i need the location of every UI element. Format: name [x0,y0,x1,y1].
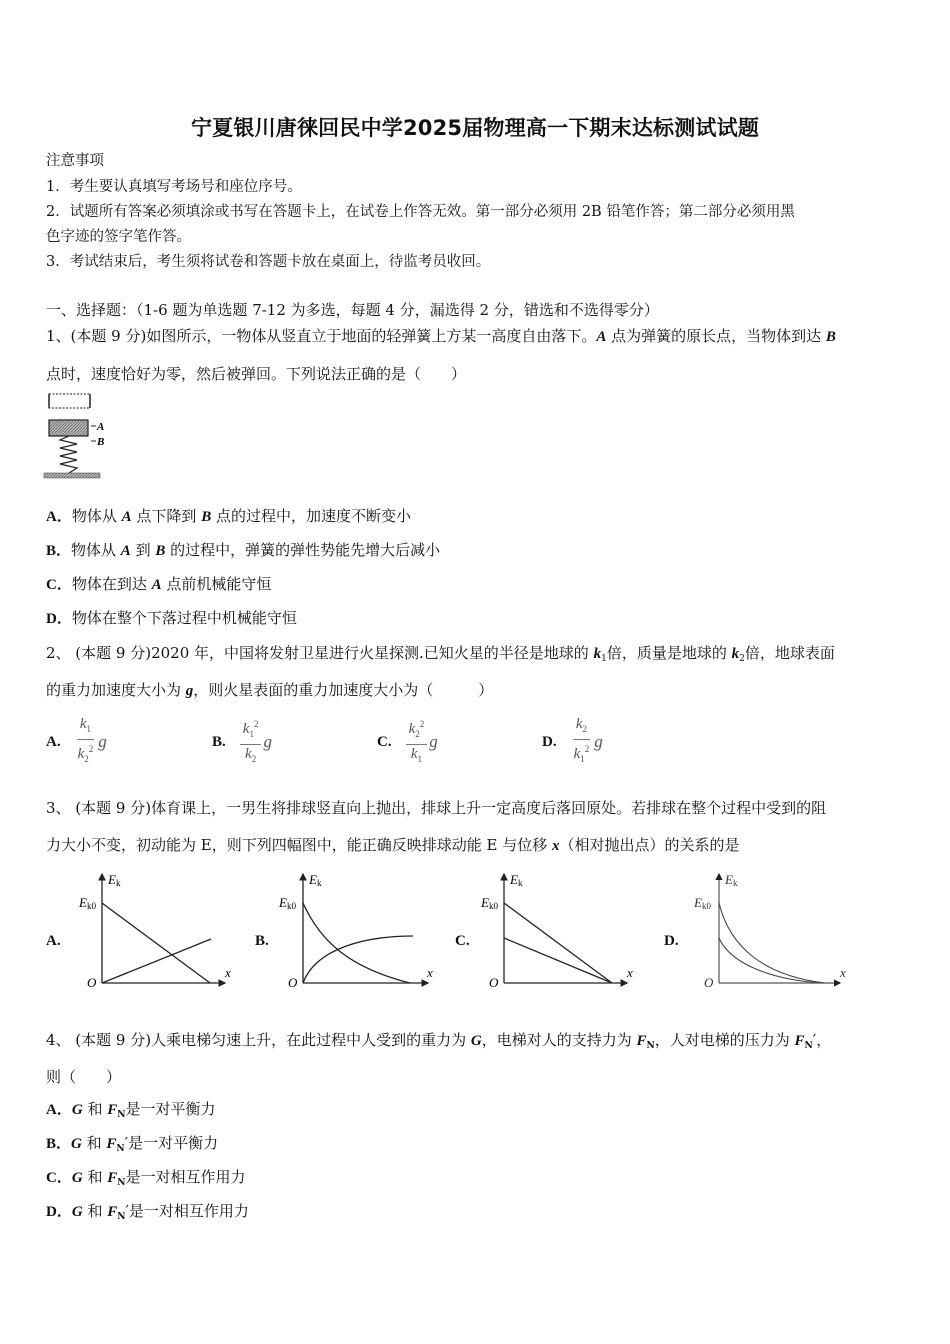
option-label: A. [46,734,61,750]
spring-icon [60,436,77,473]
option-label: A． [46,509,72,525]
subscript: N [117,1178,126,1188]
curve-falling [102,903,210,983]
q3-var-x: x [551,838,560,854]
option-text: 的过程中，弹簧的弹性势能先增大后减小 [165,541,441,559]
q2-option-c[interactable] [377,716,438,768]
option-label: D. [542,734,557,750]
option-var: F [106,1136,117,1152]
svg-text:Ek: Ek [309,872,322,888]
q3-stem-line1: 3、 (本题 9 分)体育课上，一男生将排球竖直向上抛出，排球上升一定高度后落回原处。若排球在整个过程中受到的阻 [46,799,827,817]
svg-text:O: O [87,975,97,990]
q3-text: 力大小不变，初动能为 E，则下列四幅图中，能正确反映排球动能 E 与位移 [46,836,552,854]
q2-stem-line2 [46,680,493,701]
spring-figure [40,388,130,483]
q3-graph-c[interactable] [477,868,647,993]
curve-downward [719,938,823,983]
q2-text: 2、 (本题 9 分)2020 年，中国将发射卫星进行火星探测.已知火星的半径是地球的 [46,644,594,662]
q4-stem-line2: 则（ ） [46,1068,122,1086]
q2-stem-line1 [46,643,835,669]
q2-option-a[interactable] [46,716,107,768]
subscript: N [804,1041,813,1051]
notice-item-2: 2．试题所有答案必须填涂或书写在答题卡上，在试卷上作答无效。第一部分必须用 2B 铅笔作答；第二部分必须用黑 [46,204,795,220]
svg-text:Ek: Ek [108,872,121,888]
option-text: 物体从 [71,541,121,559]
q3-text: （相对抛出点）的关系的是 [559,836,740,854]
curve-downward [504,938,612,983]
option-label: C. [377,734,392,750]
subscript: 2 [739,654,745,664]
block [49,420,88,436]
q2-text: 的重力加速度大小为 [46,681,186,699]
svg-text:x: x [225,965,231,980]
var-g: g [263,732,272,751]
q1-option-c[interactable] [46,574,271,595]
option-text: 和 [82,1168,108,1186]
option-var: B [201,509,212,525]
subscript: N [117,1110,126,1120]
option-text: 是一对相互作用力 [128,1202,249,1220]
q4-text: ，电梯对人的支持力为 [481,1031,637,1049]
option-text: 是一对相互作用力 [125,1168,246,1186]
q4-option-d[interactable] [46,1201,249,1227]
q4-text: ， [816,1031,832,1049]
q4-stem-line1 [46,1030,831,1056]
q1-option-d[interactable] [46,608,297,629]
prime: ′ [812,1031,817,1049]
svg-text:x: x [427,965,433,980]
ground [44,473,100,478]
var-g: g [429,732,438,751]
notice-item-1: 1．考生要认真填写考场号和座位序号。 [46,179,302,195]
svg-text:Ek0: Ek0 [694,895,711,911]
q2-text: 倍，质量是地球的 [606,644,732,662]
option-label: C． [46,1170,72,1186]
q1-var-b: B [825,329,836,345]
q2-text: ，则火星表面的重力加速度大小为（ ） [193,681,494,699]
subscript: 1 [601,654,607,664]
q4-option-a[interactable] [46,1099,216,1125]
q1-stem-line2: 点时，速度恰好为零，然后被弹回。下列说法正确的是（ ） [46,365,467,383]
svg-text:O: O [288,975,298,990]
option-text: 物体在整个下落过程中机械能守恒 [71,609,297,627]
option-label: A． [46,1102,72,1118]
q1-text: 点为弹簧的原长点，当物体到达 [606,327,826,345]
notice-item-2-cont: 色字迹的签字笔作答。 [46,229,191,245]
svg-text:Ek0: Ek0 [481,895,498,911]
q2-var-k2: k [731,646,740,662]
option-text: 物体在到达 [71,575,152,593]
q1-stem-line1 [46,326,836,347]
fraction: $\frac{k_2^2}{k_1}$ [406,716,428,768]
option-text: 点下降到 [131,507,202,525]
option-var: A [151,577,162,593]
svg-text:x: x [627,965,633,980]
option-text: 和 [82,1100,108,1118]
q1-var-a: A [596,329,607,345]
option-label: D． [46,611,72,627]
q4-var-fn-prime: F [794,1033,805,1049]
q1-option-b[interactable] [46,540,440,561]
curve-upward [504,903,612,983]
q4-var-g: G [470,1033,482,1049]
option-text: 是一对平衡力 [125,1100,216,1118]
label-a: A [97,421,105,433]
option-var: G [71,1204,83,1220]
initial-position-box [49,394,90,408]
option-label: C． [46,577,72,593]
prime: ′ [124,1134,129,1152]
curve-upward [719,903,825,983]
notice-heading: 注意事项 [46,153,104,169]
q2-text: 倍，地球表面 [744,644,835,662]
option-text: 和 [82,1202,108,1220]
option-text: 物体从 [71,507,122,525]
q3-option-c-label[interactable]: C. [455,933,470,949]
option-var: F [107,1170,118,1186]
q2-option-b[interactable] [212,716,272,768]
subscript: N [646,1041,655,1051]
option-var: A [120,543,131,559]
option-var: A [121,509,132,525]
curve-rising [303,936,413,983]
fraction: $\frac{k_2}{k_1^2}$ [573,716,590,764]
option-var: G [71,1102,83,1118]
q4-option-c[interactable] [46,1167,246,1193]
q3-graph-a[interactable] [75,868,245,993]
option-label: B． [46,1136,72,1152]
q4-text: 4、 (本题 9 分)人乘电梯匀速上升，在此过程中人受到的重力为 [46,1031,471,1049]
option-label: B． [46,543,72,559]
curve-rising [102,939,211,983]
option-var: G [71,1136,82,1152]
var-g: g [594,732,603,751]
option-var: B [155,543,166,559]
svg-text:Ek0: Ek0 [79,895,96,911]
label-b: B [97,436,105,448]
svg-text:Ek: Ek [510,872,523,888]
q3-option-d-label[interactable]: D. [664,933,679,949]
option-text: 点的过程中，加速度不断变小 [211,507,411,525]
q3-graph-d[interactable] [690,868,860,993]
q4-var-fn: F [636,1033,647,1049]
q3-stem-line2 [46,835,740,856]
q3-option-a-label[interactable]: A. [46,933,61,949]
option-text: 和 [81,1134,107,1152]
option-var: F [107,1204,118,1220]
q3-option-b-label[interactable]: B. [255,933,269,949]
page-title: 宁夏银川唐徕回民中学2025届物理高一下期末达标测试试题 [190,116,760,140]
q1-option-a[interactable] [46,506,411,527]
option-text: 点前机械能守恒 [161,575,272,593]
svg-text:Ek0: Ek0 [279,895,296,911]
option-text: 到 [130,541,156,559]
notice-item-3: 3．考试结束后，考生须将试卷和答题卡放在桌面上，待监考员收回。 [46,254,491,270]
q4-text: ，人对电梯的压力为 [654,1031,795,1049]
subscript: N [116,1144,125,1154]
svg-text:O: O [704,975,714,990]
option-var: G [71,1170,83,1186]
prime: ′ [125,1202,129,1220]
q2-option-d[interactable] [542,716,603,768]
q1-text: 1、(本题 9 分)如图所示，一物体从竖直立于地面的轻弹簧上方某一高度自由落下。 [46,327,597,345]
svg-text:x: x [840,965,846,980]
svg-text:Ek: Ek [725,872,738,888]
fraction: $\frac{k_1^2}{k_2}$ [240,716,262,768]
q3-graph-b[interactable] [276,868,446,993]
var-g: g [98,732,107,751]
option-text: 是一对平衡力 [128,1134,219,1152]
option-var: F [107,1102,118,1118]
option-label: B. [212,734,226,750]
svg-text:O: O [489,975,499,990]
option-label: D． [46,1204,72,1220]
subscript: N [117,1212,126,1222]
q2-var-k1: k [593,646,602,662]
section-heading: 一、选择题：（1-6 题为单选题 7-12 为多选，每题 4 分，漏选得 2 分，错选和不选得零分） [46,301,659,319]
q4-option-b[interactable] [46,1133,218,1159]
fraction: $\frac{k_1}{k_2^2}$ [77,716,94,764]
q2-var-g: g [185,683,194,699]
